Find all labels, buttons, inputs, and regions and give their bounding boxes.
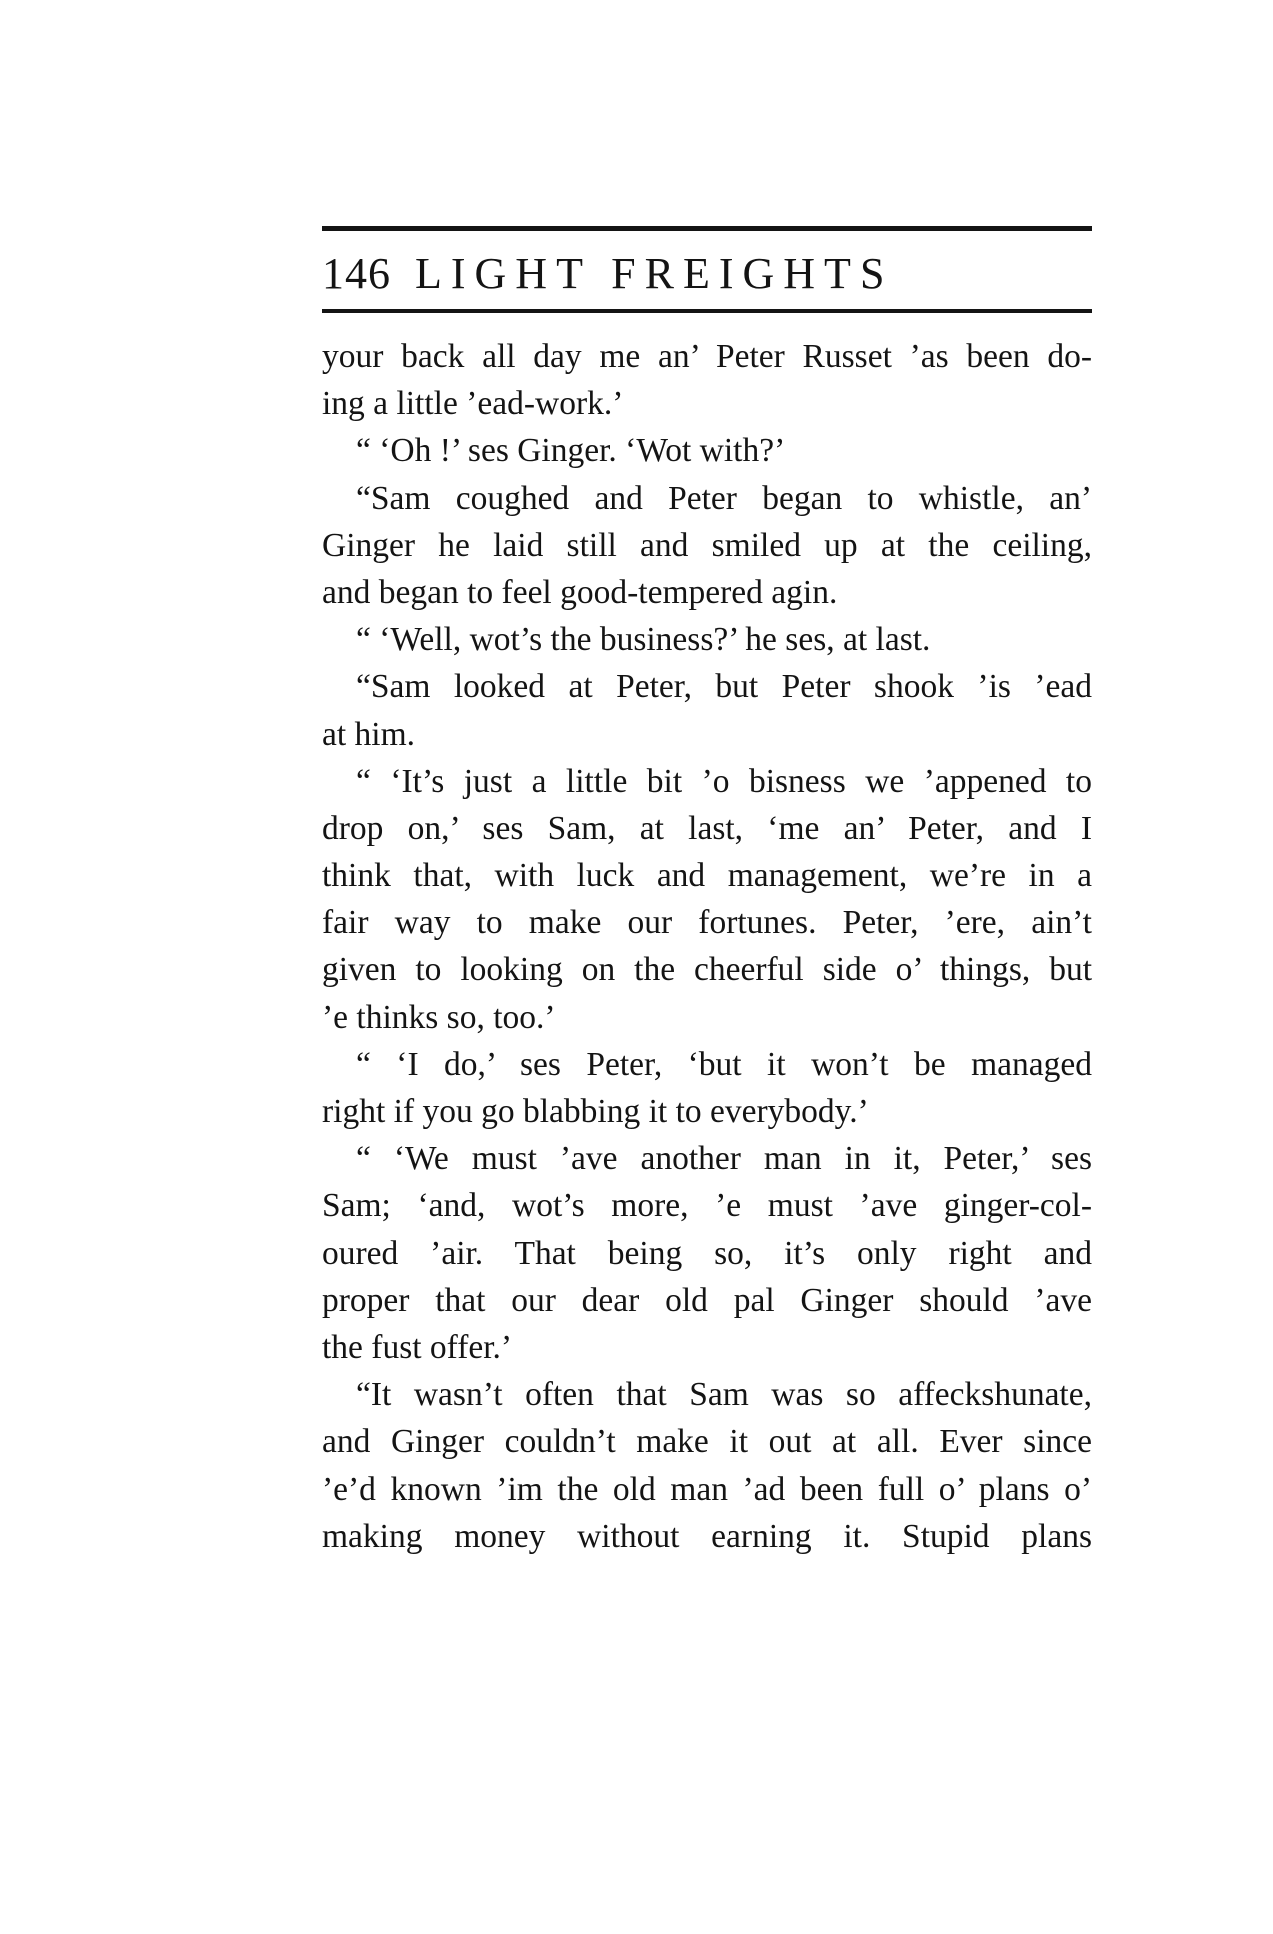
text-line: ’e’d known ’im the old man ’ad been full o’ plans o’ (322, 1470, 1092, 1508)
text-line: “Sam coughed and Peter began to whistle, an’ (356, 479, 1092, 517)
text-line: Ginger he laid still and smiled up at the ceiling, (322, 526, 1092, 564)
header-rule-bottom (322, 309, 1092, 313)
header-rule-top (322, 226, 1092, 231)
running-title: LIGHT FREIGHTS (415, 249, 894, 298)
text-line: Sam; ‘and, wot’s more, ’e must ’ave ginger-col- (322, 1187, 1092, 1225)
text-line: right if you go blabbing it to everybody.’ (322, 1093, 869, 1130)
page-number: 146 (322, 249, 391, 298)
text-line: “ ‘We must ’ave another man in it, Peter,’ ses (356, 1140, 1092, 1178)
text-line: ’e thinks so, too.’ (322, 998, 556, 1036)
text-line: given to looking on the cheerful side o’ things, but (322, 951, 1092, 989)
text-line: fair way to make our fortunes. Peter, ’ere, ain’t (322, 904, 1092, 942)
text-line: “ ‘It’s just a little bit ’o bisness we ’appened to (356, 762, 1092, 800)
text-line: “ ‘I do,’ ses Peter, ‘but it won’t be managed (356, 1045, 1092, 1083)
text-line: at him. (322, 715, 416, 753)
text-line: ing a little ’ead-work.’ (322, 385, 624, 423)
text-line: making money without earning it. Stupid plans (322, 1517, 1092, 1555)
text-line: “It wasn’t often that Sam was so affeckshunate, (356, 1376, 1092, 1414)
body-text (322, 333, 1092, 1560)
text-line: and Ginger couldn’t make it out at all. Ever since (322, 1423, 1092, 1461)
text-line: think that, with luck and management, we’re in a (322, 857, 1092, 895)
running-header (322, 243, 1092, 305)
text-line: and began to feel good-tempered agin. (322, 573, 838, 611)
text-line: the fust offer.’ (322, 1328, 513, 1366)
text-line: “ ‘Well, wot’s the business?’ he ses, at last. (356, 621, 931, 659)
text-line: your back all day me an’ Peter Russet ’as been do- (322, 338, 1092, 375)
book-page (322, 226, 1092, 1560)
text-line: “Sam looked at Peter, but Peter shook ’is ’ead (356, 668, 1092, 706)
text-line: proper that our dear old pal Ginger should ’ave (322, 1281, 1092, 1319)
text-line: “ ‘Oh !’ ses Ginger. ‘Wot with?’ (356, 432, 786, 470)
text-line: oured ’air. That being so, it’s only right and (322, 1234, 1092, 1272)
text-line: drop on,’ ses Sam, at last, ‘me an’ Peter, and I (322, 809, 1092, 847)
